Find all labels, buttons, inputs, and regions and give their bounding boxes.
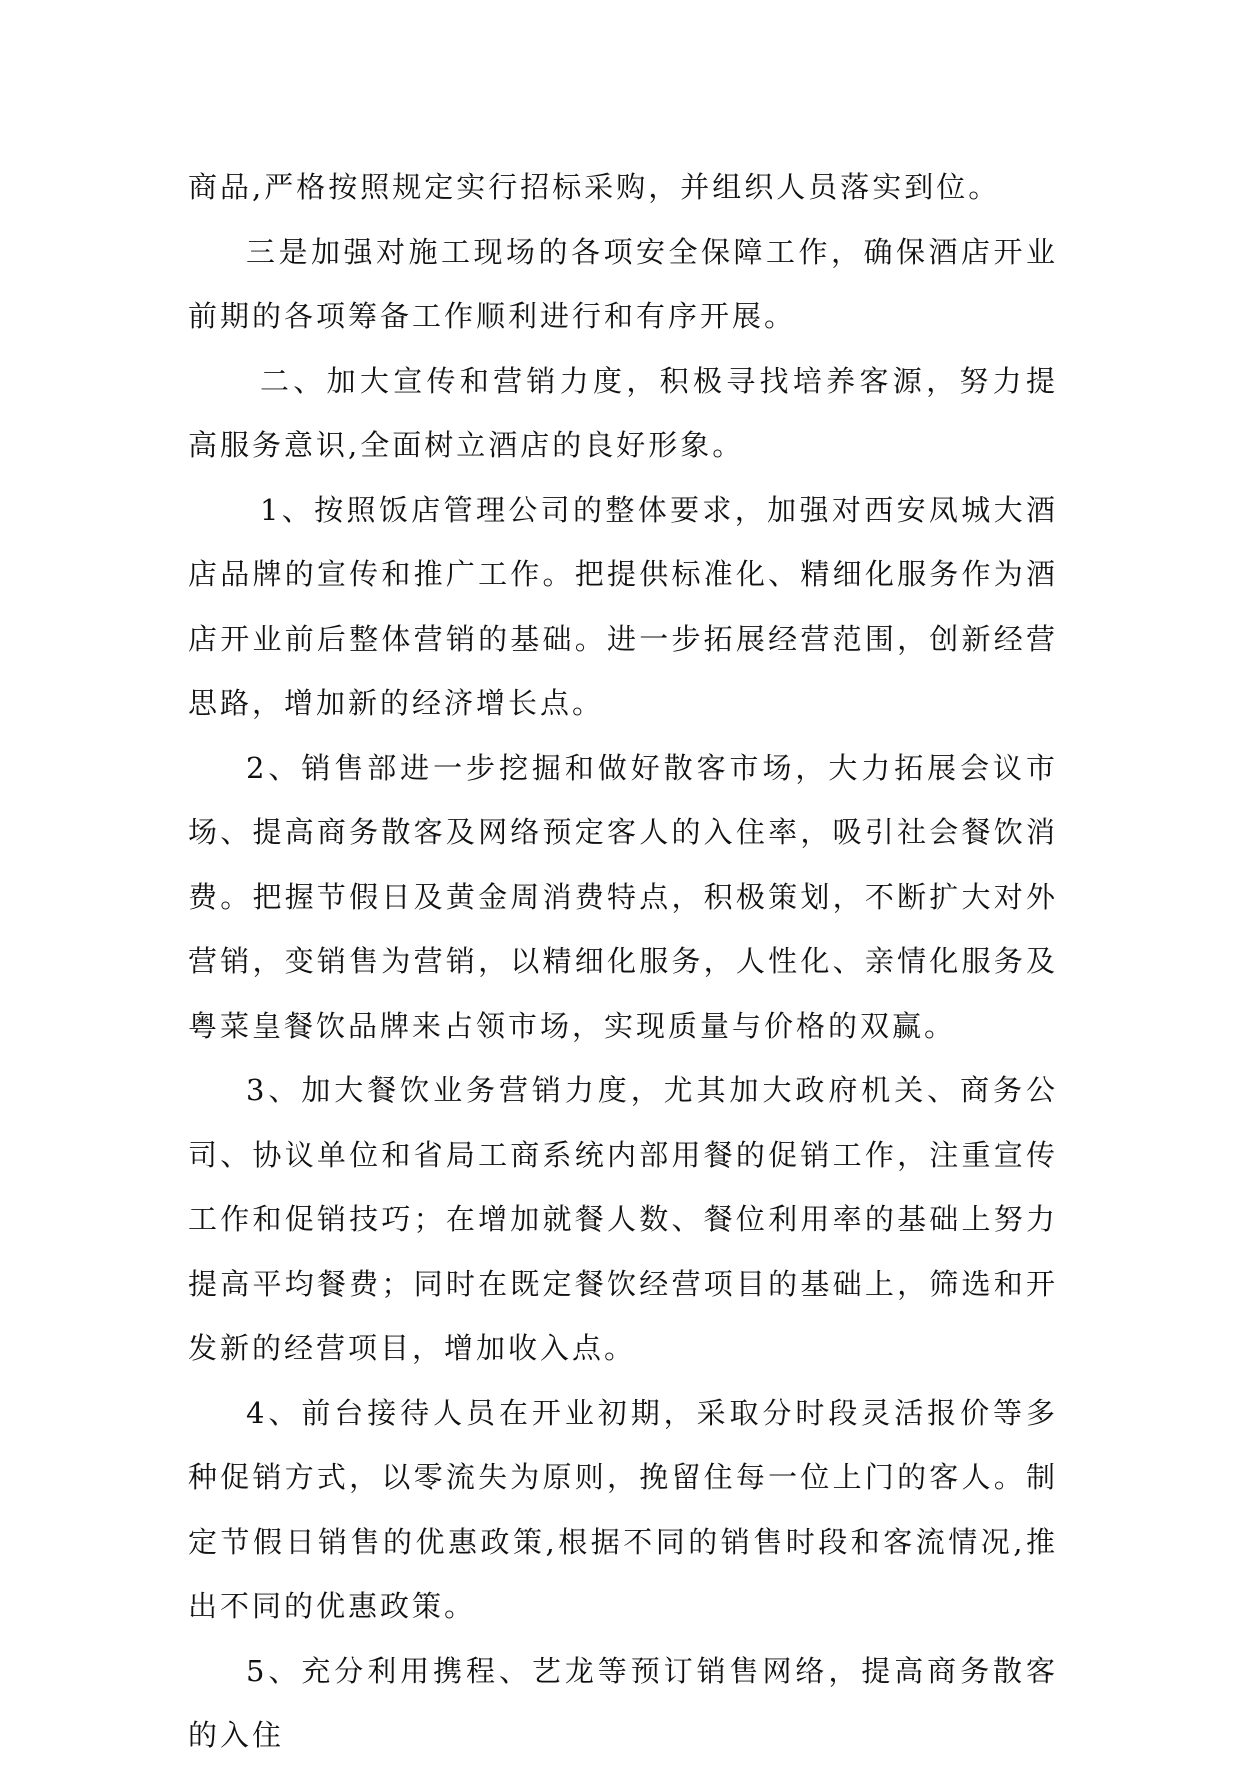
paragraph-item-5: 5、充分利用携程、艺龙等预订销售网络，提高商务散客的入住: [188, 1653, 1058, 1752]
paragraph-item-1: 1、按照饭店管理公司的整体要求，加强对西安凤城大酒店品牌的宣传和推广工作。把提供标准化、精细化服务作为酒店开业前后整体营销的基础。进一步拓展经营范围，创新经营思路，增加新的经济增长点。: [188, 492, 1058, 720]
paragraph-item-3: 3、加大餐饮业务营销力度，尤其加大政府机关、商务公司、协议单位和省局工商系统内部用餐的促销工作，注重宣传工作和促销技巧；在增加就餐人数、餐位利用率的基础上努力提高平均餐费；同时在既定餐饮经营项目的基础上，筛选和开发新的经营项目，增加收入点。: [188, 1073, 1058, 1365]
section-heading-marketing: 二、加大宣传和营销力度，积极寻找培养客源，努力提高服务意识,全面树立酒店的良好形象。: [188, 363, 1058, 462]
document-body: [188, 155, 1058, 1768]
paragraph-procurement: 商品,严格按照规定实行招标采购，并组织人员落实到位。: [188, 170, 1001, 204]
paragraph-item-4: 4、前台接待人员在开业初期，采取分时段灵活报价等多种促销方式，以零流失为原则，挽留住每一位上门的客人。制定节假日销售的优惠政策,根据不同的销售时段和客流情况,推出不同的优惠政策。: [188, 1395, 1058, 1623]
paragraph-safety: 三是加强对施工现场的各项安全保障工作，确保酒店开业前期的各项筹备工作顺利进行和有序开展。: [188, 234, 1058, 333]
paragraph-item-2: 2、销售部进一步挖掘和做好散客市场，大力拓展会议市场、提高商务散客及网络预定客人的入住率，吸引社会餐饮消费。把握节假日及黄金周消费特点，积极策划，不断扩大对外营销，变销售为营销，以精细化服务，人性化、亲情化服务及粤菜皇餐饮品牌来占领市场，实现质量与价格的双赢。: [188, 750, 1058, 1043]
